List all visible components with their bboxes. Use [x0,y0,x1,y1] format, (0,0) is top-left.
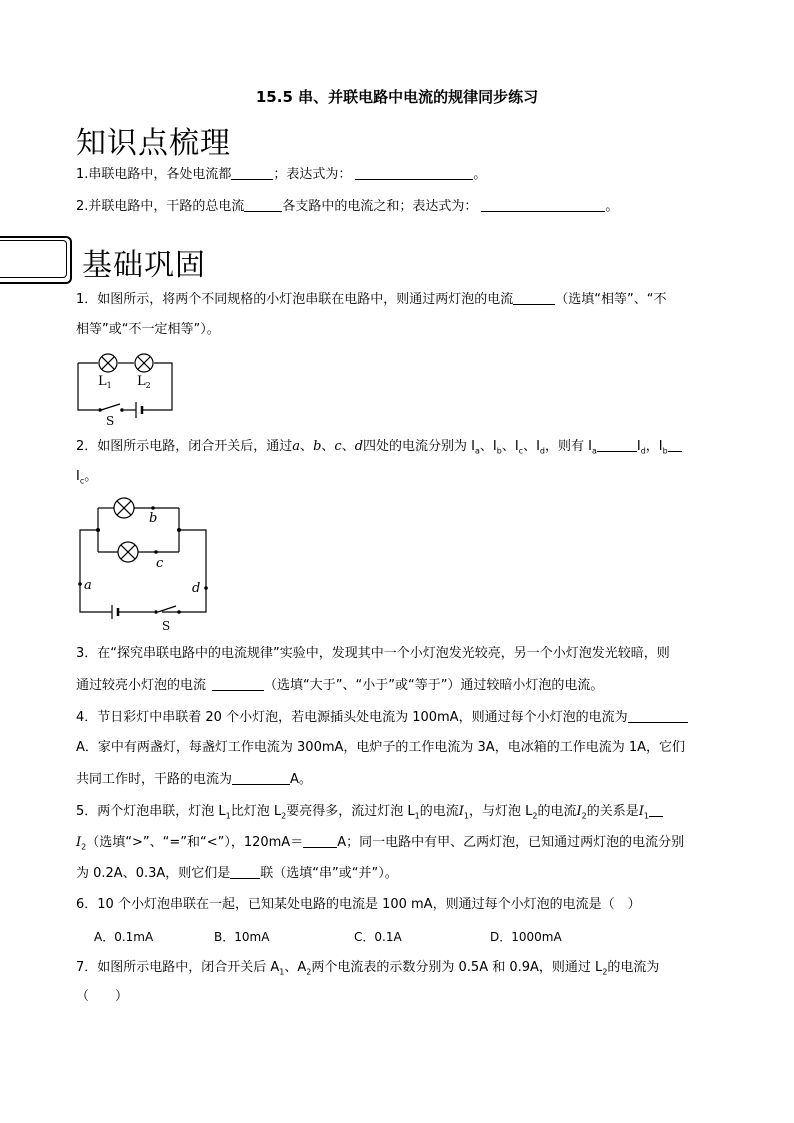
page-title: 15.5 串、并联电路中电流的规律同步练习 [255,88,539,106]
blank[interactable] [230,864,260,879]
subscript: b [662,446,668,456]
text: 、I [479,439,497,454]
question-4-line-2: A．家中有两盏灯，每盏灯工作电流为 300mA，电炉子的工作电流为 3A，电冰箱的工作电流为 1A，它们 [76,740,685,755]
symbol: I [458,804,464,819]
separator: 、 [341,439,355,454]
subscript: d [640,446,646,456]
blank[interactable] [231,165,273,180]
blank[interactable] [597,437,637,452]
text: 通过较亮小灯泡的电流 [76,678,207,693]
point-b: b [313,439,322,454]
question-2-line-2 [76,468,97,491]
parallel-circuit-diagram [72,492,214,636]
text: 的电流为 [607,960,660,975]
section-banner-inner [0,240,67,278]
text: 为 0.2A、0.3A，则它们是 [76,866,231,881]
question-5-line-2 [76,833,684,857]
text: 、A [284,960,307,975]
question-4-line-1 [76,708,688,727]
label-s: S [106,414,115,428]
blank[interactable] [628,708,688,723]
question-2-text-a: 2．如图所示电路，闭合开关后，通过 [76,439,293,454]
blank[interactable] [355,165,473,180]
subscript: 2 [532,811,538,821]
option-d[interactable]: D．1000mA [490,930,562,944]
subscript: 1 [643,811,649,821]
knowledge-item-2 [76,197,618,216]
series-circuit-diagram [74,348,178,428]
knowledge-item-1 [76,165,486,184]
symbol: I [638,804,644,819]
label-d: d [192,581,201,596]
question-3-line-1: 3．在“探究串联电路中的电流规律”实验中，发现其中一个小灯泡发光较亮，另一个小灯泡发光较暗，则 [76,646,670,661]
knowledge-item-2-text-b: 各支路中的电流之和；表达式为： [282,199,478,214]
question-7-line-1 [76,959,659,982]
text: 的电流 [537,804,577,819]
text: ，I [645,439,663,454]
question-7-line-2[interactable]: （ ） [76,989,129,1004]
text: 的关系是 [586,804,639,819]
option-c[interactable]: C．0.1A [354,930,402,944]
separator: 、 [321,439,335,454]
subscript: d [539,446,545,456]
blank[interactable] [481,197,605,212]
text: 4．节日彩灯中串联着 20 个小灯泡，若电源插头处电流为 100mA，则通过每个小灯泡的电流为 [76,710,628,725]
blank[interactable] [668,437,682,452]
section-heading-knowledge: 知识点梳理 [76,126,231,161]
knowledge-item-2-text-a: 2.并联电路中，干路的总电流 [76,199,245,214]
subscript: 2 [602,967,608,977]
separator: 、 [300,439,314,454]
switch-icon [158,606,176,612]
text: ，则有 I [545,439,592,454]
wire [78,363,98,410]
subscript: 2 [306,967,312,977]
blank[interactable] [212,676,264,691]
label-l2: $L_2$ [137,374,151,390]
subscript: b [496,446,502,456]
blank[interactable] [649,802,663,817]
text: 。 [84,469,98,484]
question-1-line-2: 相等”或“不一定相等”）。 [76,322,220,337]
subscript: 1 [279,967,285,977]
label-c: c [156,556,164,571]
text: 5．两个灯泡串联，灯泡 L [76,804,226,819]
text: I [76,469,80,484]
text: 比灯泡 L [230,804,282,819]
text: 、I [523,439,540,454]
subscript: a [475,446,480,456]
text: 要亮得多，流过灯泡 L [286,804,415,819]
question-1-text-a: 1．如图所示，将两个不同规格的小灯泡串联在电路中，则通过两灯泡的电流 [76,292,514,307]
symbol: I [576,804,582,819]
text: I [636,439,641,454]
knowledge-item-1-text-c: 。 [473,167,487,182]
text: A。 [290,772,312,787]
text: 两个电流表的示数分别为 0.5A 和 0.9A，则通过 L [311,960,603,975]
blank[interactable] [244,197,282,212]
blank[interactable] [513,290,555,305]
question-3-line-2 [76,676,603,695]
knowledge-item-2-text-c: 。 [605,199,619,214]
knowledge-item-1-text-b: ；表达式为： [273,167,352,182]
text: 共同工作时，干路的电流为 [76,772,233,787]
point-c: c [334,439,342,454]
question-1-text-b: （选填“相等”、“不 [555,292,667,307]
point-a: a [292,439,301,454]
label-s: S [162,619,171,633]
wire [162,530,206,612]
text: ，与灯泡 L [468,804,533,819]
subscript: c [79,476,85,486]
option-a[interactable]: A．0.1mA [94,930,154,944]
text: 的电流 [419,804,459,819]
text: 联（选填“串”或“并”）。 [260,866,398,881]
point-d: d [354,439,364,454]
knowledge-item-1-text-a: 1.串联电路中，各处电流都 [76,167,232,182]
question-4-line-3 [76,770,312,789]
question-1-line-1 [76,290,667,309]
subscript: 1 [225,811,231,821]
subscript: a [591,446,597,456]
question-6-line-1: 6．10 个小灯泡串联在一起，已知某处电路的电流是 100 mA，则通过每个小灯泡的电流是（ ） [76,897,641,912]
option-b[interactable]: B．10mA [214,930,270,944]
switch-icon [101,404,120,410]
question-2-text-b: 四处的电流分别为 I [363,439,475,454]
subscript: 1 [463,811,469,821]
subscript: 2 [81,842,87,852]
wire [80,530,106,612]
text: （选填“>”、“=”和“<”），120mA＝ [86,835,304,850]
text: A；同一电路中有甲、乙两灯泡，已知通过两灯泡的电流分别 [337,835,685,850]
label-b: b [149,511,158,526]
section-heading-basic: 基础巩固 [82,248,206,283]
blank[interactable] [232,770,290,785]
symbol: I [76,835,82,850]
text: （选填“大于”、“小于”或“等于”）通过较暗小灯泡的电流。 [264,678,604,693]
text: 、I [501,439,519,454]
subscript: 1 [414,811,420,821]
subscript: c [518,446,524,456]
question-5-line-1 [76,802,663,826]
text: 7．如图所示电路中，闭合开关后 A [76,960,280,975]
label-a: a [84,578,92,593]
label-l1: $L_1$ [98,374,112,390]
question-5-line-3 [76,864,398,883]
subscript: 2 [281,811,287,821]
blank[interactable] [303,833,337,848]
subscript: 2 [581,811,587,821]
question-2-line-1 [76,437,682,461]
